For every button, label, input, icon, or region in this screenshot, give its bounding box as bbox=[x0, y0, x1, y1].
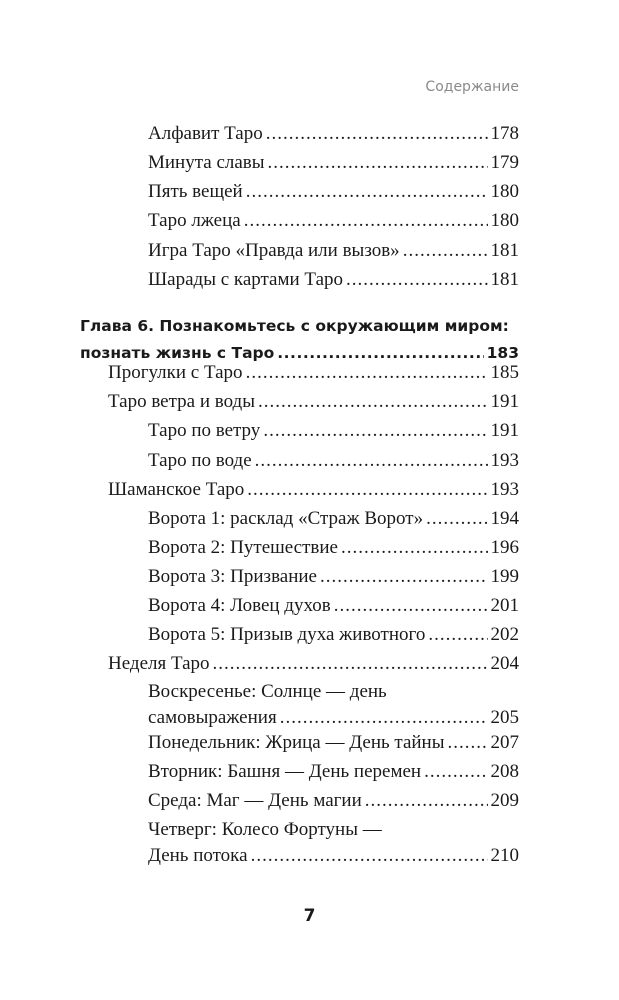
toc-entry[interactable] bbox=[148, 449, 519, 475]
leader-dots bbox=[268, 151, 488, 177]
toc-entry-title: Ворота 5: Призыв духа животного bbox=[148, 624, 426, 645]
toc-entry[interactable] bbox=[148, 209, 519, 235]
leader-dots bbox=[365, 789, 488, 815]
toc-entry-page: 193 bbox=[490, 479, 519, 500]
leader-dots bbox=[403, 239, 488, 265]
toc-entry-page: 208 bbox=[490, 761, 519, 782]
toc-entry-page: 202 bbox=[490, 624, 519, 645]
toc-entry[interactable] bbox=[148, 680, 519, 732]
toc-entry-title: Вторник: Башня — День перемен bbox=[148, 761, 422, 782]
leader-dots bbox=[263, 419, 487, 445]
toc-entry[interactable] bbox=[148, 419, 519, 445]
toc-entry-title: Среда: Маг — День магии bbox=[148, 790, 362, 811]
toc-entry[interactable] bbox=[148, 268, 519, 294]
toc-entry[interactable] bbox=[148, 151, 519, 177]
toc-entry-title: Игра Таро «Правда или вызов» bbox=[148, 240, 400, 261]
toc-entry-title: Таро ветра и воды bbox=[108, 391, 255, 412]
toc-entry-page: 185 bbox=[490, 362, 519, 383]
toc-entry-title-line1: Воскресенье: Солнце — день bbox=[148, 681, 387, 702]
toc-entry-title-line2: самовыражения bbox=[148, 707, 277, 728]
toc-entry-title: Ворота 3: Призвание bbox=[148, 566, 317, 587]
toc-entry-page: 194 bbox=[490, 508, 519, 529]
toc-entry[interactable] bbox=[148, 536, 519, 562]
toc-entry[interactable] bbox=[148, 731, 519, 757]
leader-dots bbox=[424, 760, 487, 786]
toc-entry-title: Неделя Таро bbox=[108, 653, 210, 674]
toc-entry-title: Шарады с картами Таро bbox=[148, 269, 344, 290]
leader-dots bbox=[258, 390, 488, 416]
running-header: Содержание bbox=[425, 79, 519, 95]
toc-entry[interactable] bbox=[108, 390, 519, 416]
toc-entry-title: Ворота 1: расклад «Страж Ворот» bbox=[148, 508, 424, 529]
toc-entry[interactable] bbox=[148, 623, 519, 649]
toc-entry-page: 196 bbox=[490, 537, 519, 558]
toc-entry-title-line2: День потока bbox=[148, 845, 248, 866]
toc-entry[interactable] bbox=[148, 122, 519, 148]
chapter-heading[interactable] bbox=[80, 314, 519, 367]
toc-entry[interactable] bbox=[148, 565, 519, 591]
toc-entry[interactable] bbox=[148, 594, 519, 620]
toc-entry-page: 210 bbox=[490, 845, 519, 866]
leader-dots bbox=[426, 507, 487, 533]
chapter-title-line2: познать жизнь с Таро bbox=[80, 344, 275, 362]
toc-entry-page: 199 bbox=[490, 566, 519, 587]
leader-dots bbox=[266, 122, 488, 148]
toc-entry-title: Понедельник: Жрица — День тайны bbox=[148, 732, 445, 753]
leader-dots bbox=[428, 623, 487, 649]
toc-entry-title: Шаманское Таро bbox=[108, 479, 245, 500]
leader-dots bbox=[346, 268, 487, 294]
toc-entry-title: Алфавит Таро bbox=[148, 123, 263, 144]
leader-dots bbox=[251, 844, 488, 870]
toc-entry-page: 180 bbox=[490, 210, 519, 231]
toc-entry-title: Таро по ветру bbox=[148, 420, 261, 441]
toc-entry[interactable] bbox=[108, 478, 519, 504]
toc-entry-title: Пять вещей bbox=[148, 181, 243, 202]
toc-entry-page: 207 bbox=[490, 732, 519, 753]
toc-entry-page: 180 bbox=[490, 181, 519, 202]
leader-dots bbox=[246, 361, 488, 387]
toc-entry-title: Прогулки с Таро bbox=[108, 362, 243, 383]
toc-entry-title: Ворота 2: Путешествие bbox=[148, 537, 338, 558]
page-number: 7 bbox=[303, 906, 316, 926]
toc-entry-title: Минута славы bbox=[148, 152, 265, 173]
toc-entry[interactable] bbox=[148, 818, 519, 870]
leader-dots bbox=[255, 449, 488, 475]
toc-entry-page: 193 bbox=[490, 450, 519, 471]
leader-dots bbox=[244, 209, 488, 235]
toc-entry[interactable] bbox=[108, 652, 519, 678]
toc-entry-page: 181 bbox=[490, 240, 519, 261]
chapter-title-line1: Глава 6. Познакомьтесь с окружающим миром: bbox=[80, 317, 509, 335]
toc-entry-page: 179 bbox=[490, 152, 519, 173]
toc-entry[interactable] bbox=[148, 507, 519, 533]
toc-entry-page: 204 bbox=[490, 653, 519, 674]
leader-dots bbox=[448, 731, 488, 757]
chapter-page: 183 bbox=[486, 344, 519, 362]
toc-entry-page: 178 bbox=[490, 123, 519, 144]
toc-entry-title: Ворота 4: Ловец духов bbox=[148, 595, 331, 616]
toc-entry-title-line1: Четверг: Колесо Фортуны — bbox=[148, 819, 382, 840]
leader-dots bbox=[334, 594, 488, 620]
leader-dots bbox=[247, 478, 487, 504]
leader-dots bbox=[280, 706, 488, 732]
toc-entry-title: Таро лжеца bbox=[148, 210, 241, 231]
toc-entry[interactable] bbox=[148, 760, 519, 786]
toc-entry-page: 205 bbox=[490, 707, 519, 728]
toc-entry[interactable] bbox=[148, 180, 519, 206]
toc-entry-page: 191 bbox=[490, 391, 519, 412]
leader-dots bbox=[213, 652, 488, 678]
toc-entry-page: 181 bbox=[490, 269, 519, 290]
toc-entry-page: 209 bbox=[490, 790, 519, 811]
leader-dots bbox=[246, 180, 488, 206]
toc-entry[interactable] bbox=[108, 361, 519, 387]
leader-dots bbox=[341, 536, 488, 562]
toc-entry[interactable] bbox=[148, 789, 519, 815]
leader-dots bbox=[320, 565, 488, 591]
toc-entry-title: Таро по воде bbox=[148, 450, 252, 471]
toc-entry-page: 191 bbox=[490, 420, 519, 441]
toc-entry[interactable] bbox=[148, 239, 519, 265]
toc-entry-page: 201 bbox=[490, 595, 519, 616]
